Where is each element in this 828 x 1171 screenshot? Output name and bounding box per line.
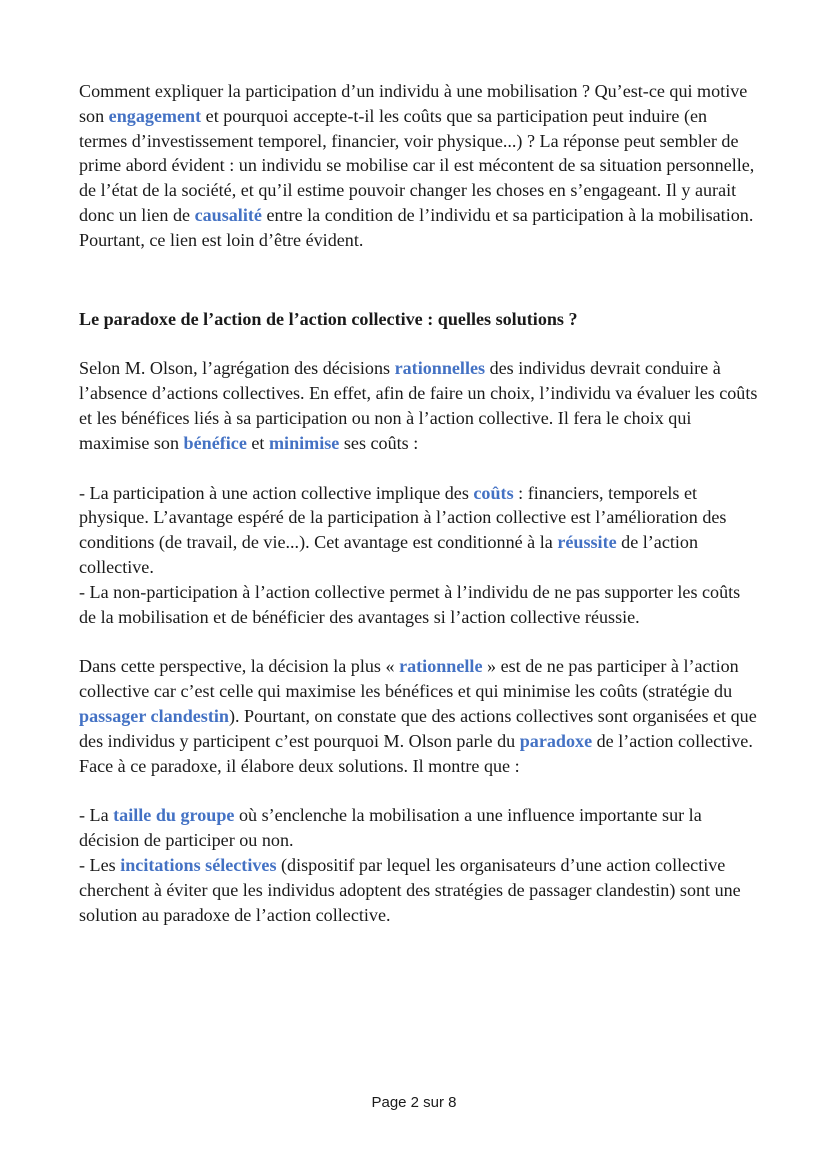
keyword-reussite: réussite bbox=[557, 532, 617, 553]
keyword-minimise: minimise bbox=[268, 432, 340, 453]
list-item: - La participation à une action collective implique des coûts : financiers, temporels et physique. L’avantage espéré de la participation à l’action collective est l’amélioration des conditions (de travail, de vie...). Cet avantage est conditionné à la réussite de l’action collective. bbox=[79, 482, 727, 577]
document-body bbox=[79, 79, 759, 927]
list-item: - La taille du groupe où s’enclenche la mobilisation a une influence importante sur la décision de participer ou non. bbox=[79, 805, 702, 851]
keyword-rationnelles: rationnelles bbox=[394, 358, 486, 379]
page-number: Page 2 sur 8 bbox=[371, 1094, 457, 1111]
keyword-causalite: causalité bbox=[194, 204, 262, 225]
list-item: - La non-participation à l’action collective permet à l’individu de ne pas supporter les coûts de la mobilisation et de bénéficier des avantages si l’action collective réussie. bbox=[79, 581, 741, 627]
section-heading: Le paradoxe de l’action de l’action collective : quelles solutions ? bbox=[79, 308, 578, 329]
keyword-couts: coûts bbox=[473, 482, 514, 503]
list-item: - Les incitations sélectives (dispositif par lequel les organisateurs d’une action collective cherchent à éviter que les individus adoptent des stratégies de passager clandestin) sont une solution au paradoxe de l’action collective. bbox=[79, 854, 741, 925]
olson-paragraph: Selon M. Olson, l’agrégation des décisions rationnelles des individus devrait conduire à l’absence d’actions collectives. En effet, afin de faire un choix, l’individu va évaluer les coûts et les bénéfices liés à sa participation ou non à l’action collective. Il fera le choix qui maximise son bénéfice et minimise ses coûts : bbox=[79, 358, 758, 453]
keyword-paradoxe: paradoxe bbox=[519, 730, 593, 751]
intro-paragraph: Comment expliquer la participation d’un individu à une mobilisation ? Qu’est-ce qui motive son engagement et pourquoi accepte-t-il les coûts que sa participation peut induire (en termes d’investissement temporel, financier, voir physique...) ? La réponse peut sembler de prime abord évident : un individu se mobilise car il est mécontent de sa situation personnelle, de l’état de la société, et qu’il estime pouvoir changer les choses en s’engageant. Il y aurait donc un lien de causalité entre la condition de l’individu et sa participation à la mobilisation. Pourtant, ce lien est loin d’être évident. bbox=[79, 81, 755, 250]
keyword-incitations-selectives: incitations sélectives bbox=[120, 854, 277, 875]
keyword-passager-clandestin: passager clandestin bbox=[79, 705, 229, 726]
keyword-taille-du-groupe: taille du groupe bbox=[113, 805, 235, 826]
paradox-paragraph: Dans cette perspective, la décision la plus « rationnelle » est de ne pas participer à l’action collective car c’est celle qui maximise les bénéfices et qui minimise les coûts (stratégie du passager clandestin). Pourtant, on constate que des actions collectives sont organisées et que des individus y participent c’est pourquoi M. Olson parle du paradoxe de l’action collective. Face à ce paradoxe, il élabore deux solutions. Il montre que : bbox=[79, 656, 757, 776]
keyword-engagement: engagement bbox=[108, 105, 202, 126]
keyword-benefice: bénéfice bbox=[183, 432, 247, 453]
keyword-rationnelle: rationnelle bbox=[399, 656, 483, 677]
